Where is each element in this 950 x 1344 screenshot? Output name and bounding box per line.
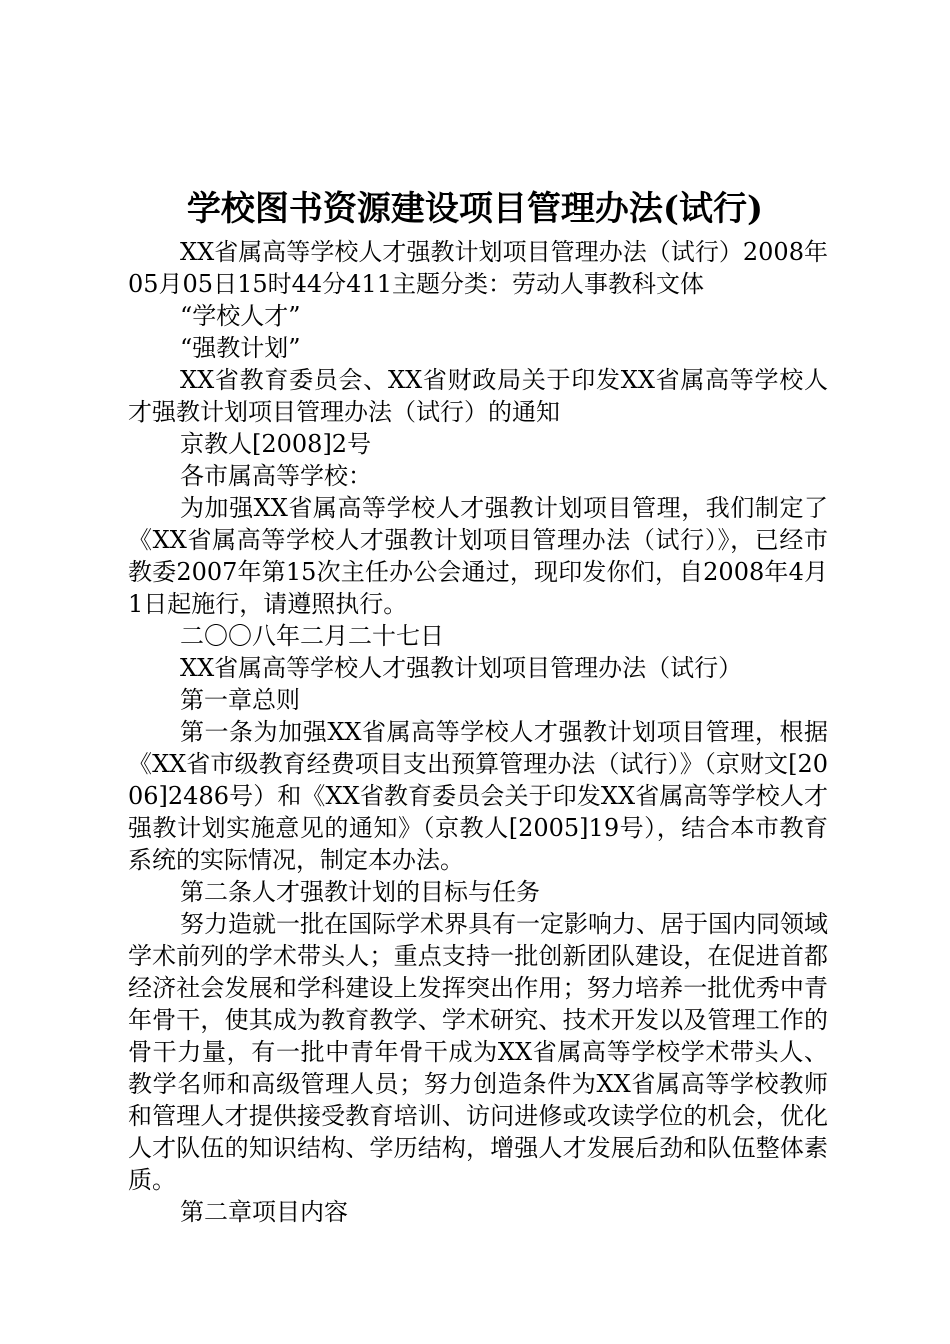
paragraph-document-number: 京教人[2008]2号 — [180, 430, 372, 458]
paragraph-notice-body: 为加强XX省属高等学校人才强教计划项目管理，我们制定了《XX省属高等学校人才强教计划项目管理办法（试行）》，已经市教委2007年第15次主任办公会通过，现印发你们，自2008年4月1日起施行，请遵照执行。 — [128, 494, 828, 618]
paragraph-article-one: 第一条为加强XX省属高等学校人才强教计划项目管理，根据《XX省市级教育经费项目支出预算管理办法（试行）》（京财文[2006]2486号）和《XX省教育委员会关于印发XX省属高等学校人才强教计划实施意见的通知》（京教人[2005]19号），结合本市教育系统的实际情况，制定本办法。 — [128, 718, 828, 874]
paragraph-school-talent: “学校人才” — [180, 302, 301, 330]
paragraph-measures-title: XX省属高等学校人才强教计划项目管理办法（试行） — [180, 654, 743, 682]
paragraph-article-two: 第二条人才强教计划的目标与任务 — [180, 878, 540, 906]
paragraph-notice-title: XX省教育委员会、XX省财政局关于印发XX省属高等学校人才强教计划项目管理办法（试行）的通知 — [128, 366, 828, 426]
document-body — [128, 236, 828, 1228]
paragraph-strong-education-plan: “强教计划” — [180, 334, 301, 362]
paragraph-chapter-one: 第一章总则 — [180, 686, 300, 714]
paragraph-chapter-two: 第二章项目内容 — [180, 1198, 348, 1226]
paragraph-header-info: XX省属高等学校人才强教计划项目管理办法（试行）2008年05月05日15时44分411主题分类：劳动人事教科文体 — [128, 238, 828, 298]
paragraph-date: 二〇〇八年二月二十七日 — [180, 622, 444, 650]
paragraph-addressee: 各市属高等学校： — [180, 462, 372, 490]
paragraph-goals: 努力造就一批在国际学术界具有一定影响力、居于国内同领域学术前列的学术带头人；重点支持一批创新团队建设，在促进首都经济社会发展和学科建设上发挥突出作用；努力培养一批优秀中青年骨干，使其成为教育教学、学术研究、技术开发以及管理工作的骨干力量，有一批中青年骨干成为XX省属高等学校学术带头人、教学名师和高级管理人员；努力创造条件为XX省属高等学校教师和管理人才提供接受教育培训、访问进修或攻读学位的机会，优化人才队伍的知识结构、学历结构，增强人才发展后劲和队伍整体素质。 — [128, 910, 828, 1194]
document-title: 学校图书资源建设项目管理办法(试行) — [186, 189, 764, 229]
